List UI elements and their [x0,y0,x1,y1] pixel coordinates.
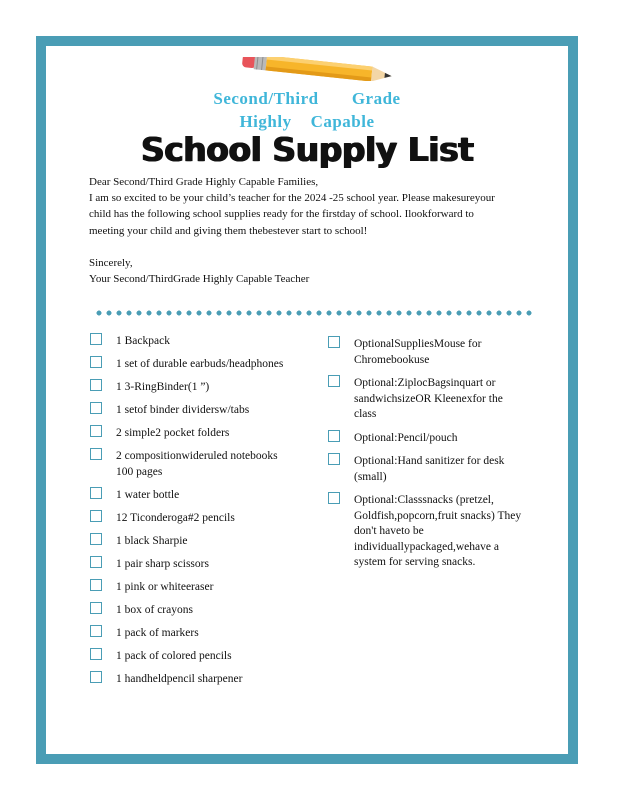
list-item [90,357,290,373]
list-item [90,403,290,419]
letter [89,174,509,287]
checkbox-icon[interactable] [90,379,102,391]
list-item-label: 2 simple2 pocket folders [116,427,230,439]
checkbox-icon[interactable] [90,402,102,414]
checkbox-icon[interactable] [90,425,102,437]
list-item-label: 1 pink or whiteeraser [116,580,214,593]
checkbox-icon[interactable] [90,333,102,345]
checkbox-icon[interactable] [328,453,340,465]
list-item [90,580,290,596]
list-item [90,426,290,442]
list-item-label: Optional:Classsnacks (pretzel, Goldfish,popcorn,fruit snacks) They don't haveto be individuallypackaged,wehave a system for serving snacks. [354,494,522,568]
subtitle-line-1: Second/Third Grade [213,89,401,108]
list-item [328,493,528,571]
checkbox-icon[interactable] [328,430,340,442]
page-border [36,36,578,764]
list-item-label: 1 Backpack [116,335,170,347]
checkbox-icon[interactable] [90,556,102,568]
dotted-divider [94,309,536,317]
list-item-label: 1 3-RingBinder(1 ”) [116,381,210,393]
list-item [90,449,290,480]
letter-salutation: Dear Second/Third Grade Highly Capable Families, [89,176,319,188]
checkbox-icon[interactable] [90,510,102,522]
list-item-label: 1 handheldpencil sharpener [116,672,243,685]
list-item-label: 1 pack of markers [116,626,199,639]
list-item [90,511,290,527]
checkbox-icon[interactable] [90,487,102,499]
checkbox-icon[interactable] [90,602,102,614]
list-item [90,672,290,688]
checkbox-icon[interactable] [90,671,102,683]
page-title: School Supply List [140,130,474,169]
supply-list-right [328,337,528,579]
list-item [90,649,290,665]
list-item [90,380,290,396]
checkbox-icon[interactable] [328,492,340,504]
letter-closing: Sincerely, [89,256,133,269]
letter-body: I am so excited to be your child’s teacher for the 2024 -25 school year. Please makesureyour child has the following school supplies ready for the firstday of school. Ilookforward to meeting your child and giving them thebestever start to school! [89,192,495,237]
list-item-label: 1 setof binder dividersw/tabs [116,404,250,416]
checkbox-icon[interactable] [90,648,102,660]
list-item [328,376,528,423]
list-item-label: 1 pack of colored pencils [116,649,232,662]
checkbox-icon[interactable] [328,375,340,387]
list-item-label: 12 Ticonderoga#2 pencils [116,511,235,524]
list-item-label: 1 pair sharp scissors [116,557,209,570]
list-item [90,603,290,619]
subtitle-line-2: Highly Capable [239,112,375,131]
list-item-label: Optional:Hand sanitizer for desk (small) [354,455,505,483]
list-item-label: 1 box of crayons [116,603,193,616]
list-item [328,431,528,447]
checkbox-icon[interactable] [90,356,102,368]
list-item [90,534,290,550]
pencil-icon [239,57,399,81]
list-item-label: OptionalSuppliesMouse for Chromebookuse [354,338,482,366]
list-item-label: 1 black Sharpie [116,534,188,547]
list-item-label: 1 set of durable earbuds/headphones [116,358,284,370]
checkbox-icon[interactable] [90,625,102,637]
list-item [328,454,528,485]
checkbox-icon[interactable] [90,448,102,460]
list-item [90,334,290,350]
list-item-label: 1 water bottle [116,488,180,501]
checkbox-icon[interactable] [90,533,102,545]
checkbox-icon[interactable] [90,579,102,591]
list-item-label: Optional:ZiplocBagsinquart or sandwichsizeOR Kleenexfor the class [354,377,503,420]
list-item-label: Optional:Pencil/pouch [354,431,458,444]
list-item [90,488,290,504]
letter-signature: Your Second/ThirdGrade Highly Capable Teacher [89,273,310,286]
list-item [90,557,290,573]
list-item-label: 2 compositionwideruled notebooks 100 pages [116,450,278,478]
list-item [90,626,290,642]
list-item [328,337,528,368]
supply-list-left [90,334,290,695]
checkbox-icon[interactable] [328,336,340,348]
